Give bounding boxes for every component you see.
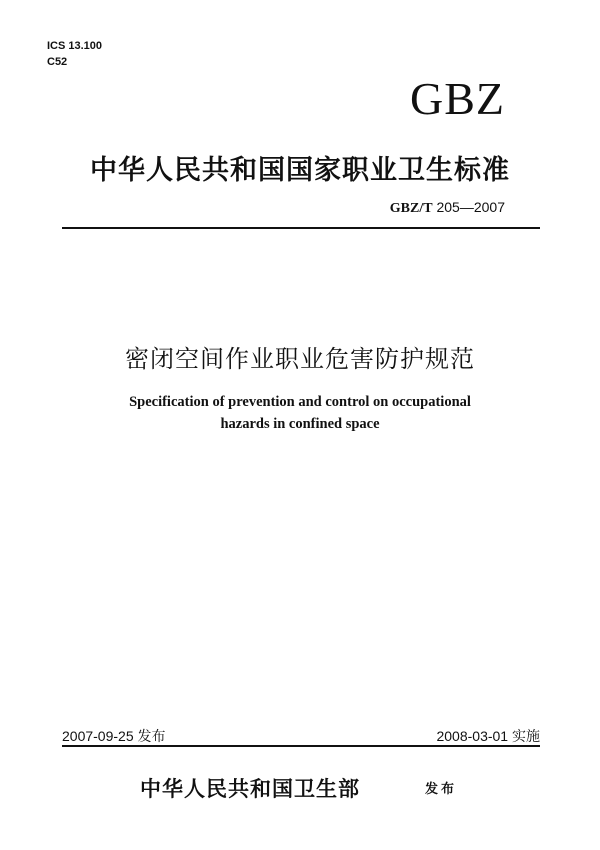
issue-date [62, 726, 166, 746]
standard-code-prefix: GBZ/T [389, 201, 433, 216]
standard-code-number: 205—2007 [436, 199, 505, 215]
standard-mark: GBZ [410, 73, 505, 124]
document-title-en [0, 391, 600, 435]
issue-date-value: 2007-09-25 [62, 728, 134, 744]
top-divider [62, 227, 540, 229]
ics-code: ICS 13.100 [47, 40, 103, 52]
issue-date-label: 发布 [137, 728, 166, 744]
standard-category-title: 中华人民共和国国家职业卫生标准 [90, 155, 510, 186]
publisher-name: 中华人民共和国卫生部 [140, 777, 360, 801]
standard-number [390, 199, 505, 217]
publish-label: 发布 [425, 782, 458, 797]
ccs-code: C52 [47, 56, 68, 68]
bottom-divider [62, 745, 540, 747]
implementation-date-value: 2008-03-01 [436, 728, 509, 744]
document-title-en-line1: Specification of prevention and control on occupational [129, 394, 471, 410]
document-title-en-line2: hazards in confined space [220, 416, 380, 432]
implementation-date-label: 实施 [512, 728, 540, 744]
implementation-date [436, 726, 540, 746]
document-title-zh: 密闭空间作业职业危害防护规范 [125, 345, 475, 373]
